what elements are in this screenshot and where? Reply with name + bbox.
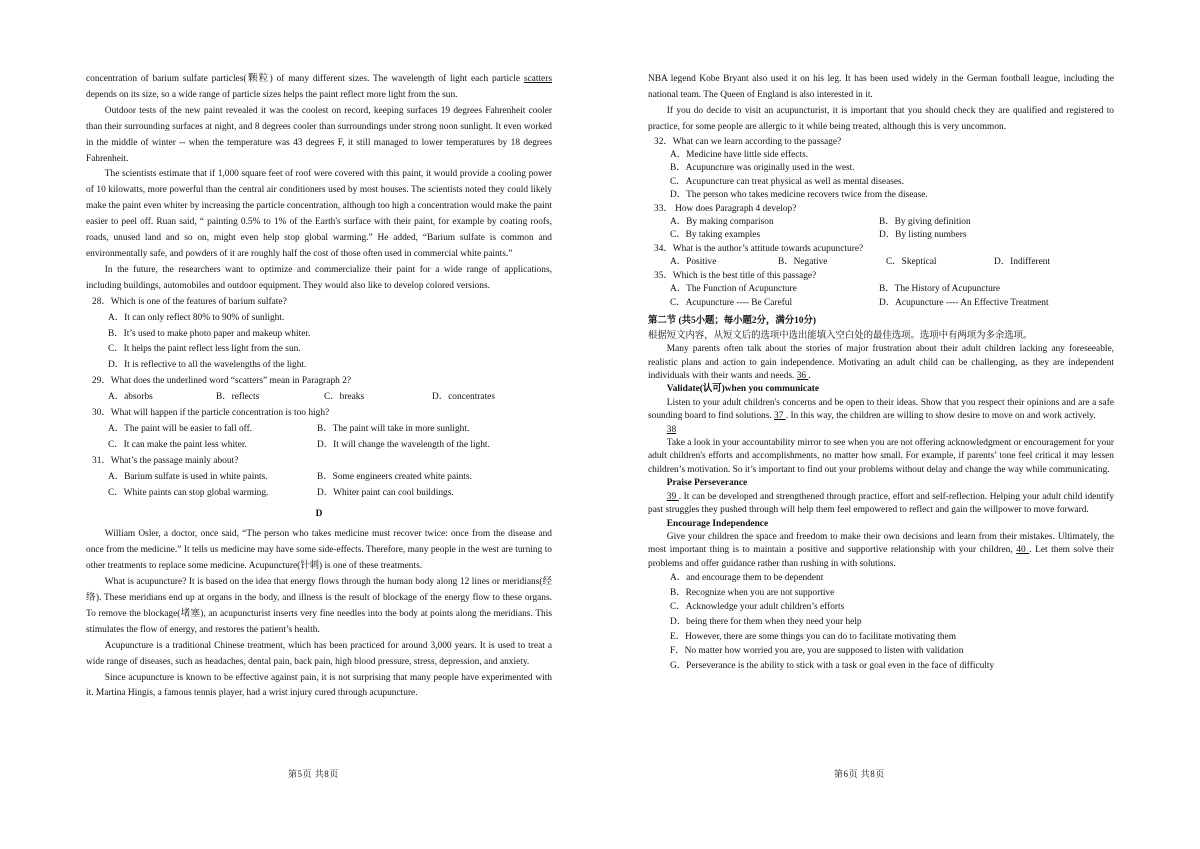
option: B．The paint will take in more sunlight. (317, 423, 470, 434)
paragraph: In the future, the researchers want to optimize and commercialize their paint for a wide range of applications, including buildings, automobiles and outdoor equipment. They would also like to develop colored versions. (86, 264, 552, 291)
option: G．Perseverance is the ability to stick with a task or goal even in the face of difficulty (670, 660, 995, 671)
option: B．Recognize when you are not supportive (670, 587, 835, 598)
option: A．and encourage them to be dependent (670, 573, 824, 584)
blank-40: 40 (1016, 545, 1030, 556)
paragraph: 39 . It can be developed and strengthened through practice, effort and self-reflection. Helping your adult child identify past struggles they pushed through will help them feel empowered to reflect and gain the willpower to move forward. (648, 491, 1115, 516)
paragraph: The scientists estimate that if 1,000 square feet of roof were covered with this paint, it would provide a cooling power of 10 kilowatts, more powerful than the central air conditioners used by most houses. The scientists noted they could likely make the paint even whiter by increasing the particle concentration, although too high a concentration would make the paint easier to peel off. Ruan said, “ painting 0.5% to 1% of the Earth's surface with their paint, for example by coating roofs, roads, unused land and so on, might even help stop global warming.” He added, “Barium sulfate is common and environmentally safe, and powders of it are roughly half the cost of those often used in commercial white paints.” (86, 169, 552, 259)
option: C．White paints can stop global warming. (108, 487, 269, 498)
option: D．Acupuncture ---- An Effective Treatment (879, 297, 1049, 308)
blank-36: 36 (796, 371, 809, 382)
paragraph: Acupuncture is a traditional Chinese treatment, which has been practiced for around 3,000 years. It is used to treat a wide range of diseases, such as headaches, dental pain, back pain, high blood pressure, stress, depression, and anxiety. (86, 640, 552, 667)
blank-37: 37 (774, 411, 786, 422)
option: D．It will change the wavelength of the light. (317, 439, 490, 450)
option: D．Whiter paint can cool buildings. (317, 487, 454, 498)
option: D．It is reflective to all the wavelengths of the light. (108, 360, 307, 371)
question-33: 33． How does Paragraph 4 develop? (654, 203, 797, 214)
option: D．By listing numbers (879, 230, 967, 241)
blank-38: 38 (666, 424, 677, 435)
option: B．It’s used to make photo paper and makeup whiter. (108, 328, 311, 339)
option: E．However, there are some things you can do to facilitate motivating them (670, 631, 956, 642)
option: B．Some engineers created white paints. (317, 471, 472, 482)
option: B．The History of Acupuncture (879, 284, 1001, 295)
question-32: 32．What can we learn according to the passage? (654, 136, 842, 147)
option: D．Indifferent (994, 257, 1051, 268)
option: C．breaks (324, 392, 365, 403)
option: A．It can only reflect 80% to 90% of sunlight. (108, 312, 285, 323)
option: B．By giving definition (879, 217, 971, 228)
underlined-word: scatters (523, 74, 552, 84)
option-row (86, 438, 552, 454)
option: A．The paint will be easier to fall off. (108, 423, 253, 434)
paragraph: Many parents often talk about the stories of major frustration about their adult children lacking any foreseeable, realistic plans and action to gain independence. Motivating an adult child can be challenging, as they are independent individuals with their wants and needs. 36 . (648, 344, 1114, 382)
option: A．The Function of Acupuncture (670, 284, 797, 295)
option-row (648, 283, 1114, 296)
option: A．Positive (670, 257, 717, 268)
option-row (648, 216, 1114, 229)
option: C．Acupuncture ---- Be Careful (670, 297, 793, 308)
subheading: Praise Perseverance (666, 478, 748, 489)
page-footer-left: 第5页 共8页 (288, 769, 339, 779)
option-row (86, 422, 552, 438)
option: D．concentrates (432, 392, 495, 403)
page-footer-right: 第6页 共8页 (834, 769, 885, 779)
option-row (86, 470, 552, 486)
option-row (648, 297, 1114, 310)
option: B．Negative (778, 257, 828, 268)
option: A．By making comparison (670, 217, 774, 228)
paragraph: concentration of barium sulfate particles(颗粒) of many different sizes. The wavelength of light each particle scatters depends on its size, so a wide range of particle sizes helps the paint reflect more light from the sun. (86, 74, 552, 100)
paragraph: Take a look in your accountability mirror to see when you are not offering acknowledgment or encouragement for your adult children's efforts and accomplishments, no matter how small. For example, if parents’ tone feel critical it may lessen children’s motivation. So it’s important to find out your problems without delay and change the way while communicating. (648, 438, 1114, 475)
paragraph: Since acupuncture is known to be effective against pain, it is not surprising that many people have experimented with it. Martina Hingis, a famous tennis player, had a wrist injury cured through acupuncture. (86, 672, 552, 699)
option: D．being there for them when they need your help (670, 616, 862, 627)
question-35: 35．Which is the best title of this passage? (654, 270, 817, 281)
question-34: 34．What is the author’s attitude towards acupuncture? (654, 243, 864, 254)
question-28: 28．Which is one of the features of barium sulfate? (92, 296, 287, 307)
subheading: Encourage Independence (666, 518, 769, 529)
option: C．Acupuncture can treat physical as well as mental diseases. (670, 176, 905, 187)
paragraph: William Osler, a doctor, once said, “The person who takes medicine must recover twice: once from the disease and once from the medicine.” It tells us medicine may have some side-effects. Therefore, many people in the west are turning to other treatments to replace some medicine. Acupuncture(针刺) is one of these treatments. (86, 529, 552, 572)
option-row (86, 486, 552, 502)
option-row (648, 256, 1114, 269)
question-29: 29．What does the underlined word “scatters” mean in Paragraph 2? (92, 376, 352, 387)
option-row (648, 229, 1114, 242)
option: C．Acknowledge your adult children’s efforts (670, 602, 845, 613)
paragraph: Give your children the space and freedom to make their own decisions and learn from their mistakes. Ultimately, the most important thing is to maintain a positive and supportive relationship with your children, 40 . Let them solve their problems and offer guidance rather than rushing in with solutions. (648, 531, 1114, 569)
option: F．No matter how worried you are, you are supposed to listen with validation (670, 646, 964, 657)
subheading: Validate(认可)when you communicate (666, 384, 820, 395)
paragraph (648, 424, 1114, 437)
option: C．It can make the paint less whiter. (108, 439, 247, 450)
section-2-title: 第二节 (共5小题；每小题2分，满分10分) (648, 315, 816, 326)
paragraph: Outdoor tests of the new paint revealed it was the coolest on record, keeping surfaces 19 degrees Fahrenheit cooler than their surrounding surfaces at night, and 8 degrees cooler than surroundings under strong noon sunlight. It even worked in the middle of winter -- when the temperature was 43 degrees F, it still managed to lower temperatures by 18 degrees Fahrenheit. (86, 105, 552, 164)
option: A．Barium sulfate is used in white paints. (108, 471, 268, 482)
section-2-instructions: 根据短文内容，从短文后的选项中选出能填入空白处的最佳选项。选项中有两项为多余选项。 (648, 330, 1033, 341)
paragraph: What is acupuncture? It is based on the idea that energy flows through the human body along 12 lines or meridians(经络). These meridians end up at organs in the body, and illness is the result of blockage of the energy flow to these organs. To remove the blockage(堵塞), an acupuncturist inserts very fine needles into the body at points along the meridians. This stimulates the flow of energy, and restores the patient’s health. (86, 577, 552, 635)
option-row (86, 390, 552, 406)
question-31: 31．What’s the passage mainly about? (92, 455, 239, 466)
option: D．The person who takes medicine recovers twice from the disease. (670, 190, 928, 201)
paragraph: Listen to your adult children's concerns and be open to their ideas. Show that you respect their opinions and are a safe sounding board to find solutions. 37 . In this way, the children are willing to show desire to move on and work actively. (648, 397, 1114, 422)
right-page-column (648, 72, 1114, 673)
option: B．Acupuncture was originally used in the west. (670, 163, 855, 174)
question-30: 30．What will happen if the particle concentration is too high? (92, 408, 330, 419)
option: C．Skeptical (886, 257, 937, 268)
option: C．It helps the paint reflect less light from the sun. (108, 344, 301, 355)
section-heading-d: D (315, 509, 323, 520)
option: A．absorbs (108, 392, 153, 403)
option: B．reflects (216, 392, 260, 403)
option: A．Medicine have little side effects. (670, 150, 809, 161)
paragraph: NBA legend Kobe Bryant also used it on his leg. It has been used widely in the German football league, including the national team. The Queen of England is also interested in it. (648, 74, 1114, 100)
paragraph: If you do decide to visit an acupuncturist, it is important that you should check they are qualified and registered to practice, for some people are allergic to it while being treated, although this is very uncommon. (648, 105, 1114, 132)
option: C．By taking examples (670, 230, 761, 241)
left-page-column (86, 72, 552, 702)
blank-39: 39 (666, 491, 679, 502)
